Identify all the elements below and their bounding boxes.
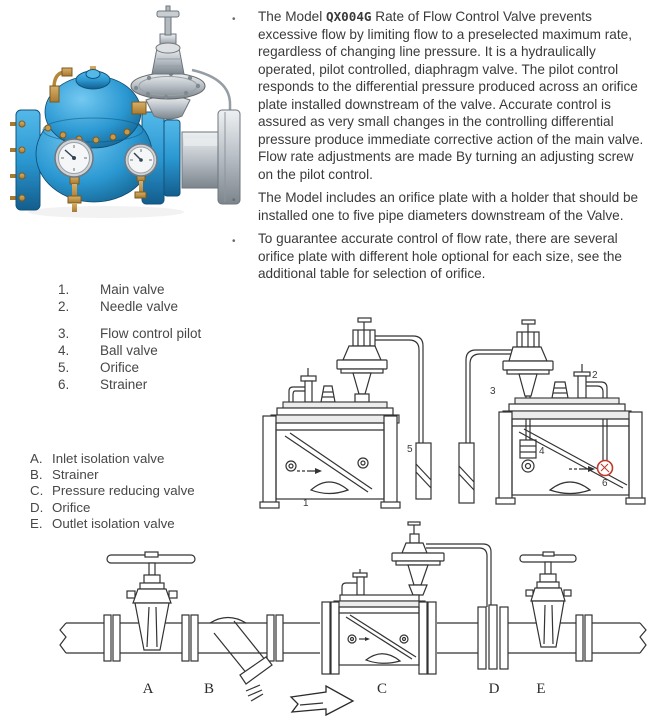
description-text (232, 8, 648, 289)
schematic-label-d: D (488, 681, 500, 697)
description-paragraph-1 (232, 8, 648, 183)
parts-list-item: 4. Ball valve (58, 343, 158, 358)
paragraph-text: To guarantee accurate control of flow rate, there are several orifice plate with different hole optional for each size, see the additional table for selection of orifice. (258, 231, 622, 281)
schematic-gate-valve-e (520, 552, 576, 647)
diagram-orifice-plate (407, 443, 431, 499)
schematic-orifice-plate-d (478, 605, 508, 669)
schematic-label-e: E (536, 681, 546, 697)
paragraph-text: The Model includes an orifice plate with a holder that should be installed one to five pipe diameters downstream of the Valve. (258, 190, 639, 223)
parts-list-item: 5. Orifice (58, 360, 140, 375)
installation-schematic (0, 515, 652, 724)
needle-valve-number-label: 2 (592, 370, 598, 381)
installation-list-item: B. Strainer (30, 467, 99, 483)
ball-valve-number-label: 4 (539, 446, 545, 457)
parts-list-item: 3. Flow control pilot (58, 326, 202, 341)
schematic-control-valve-c (322, 522, 491, 674)
description-paragraph-3 (232, 230, 648, 283)
diagram-pilot (337, 318, 387, 402)
schematic-label-b: B (203, 681, 215, 697)
diagram-sensing-tube (375, 336, 423, 443)
description-paragraph-2 (232, 189, 648, 224)
product-photo (6, 2, 250, 268)
main-valve-number-label: 1 (303, 498, 309, 509)
parts-list-item: 6. Strainer (58, 377, 148, 392)
installation-list-item: A. Inlet isolation valve (30, 451, 165, 466)
orifice-number-label: 5 (407, 444, 413, 455)
pilot-number-label: 3 (490, 386, 496, 397)
model-number: QX004G (326, 9, 372, 24)
photo-inlet-flange (10, 110, 40, 210)
parts-list (58, 281, 201, 393)
diagram-main-valve (260, 402, 400, 509)
diagram-cover-cone (321, 386, 335, 402)
schematic-label-a: A (142, 681, 154, 697)
diagram-strainer-highlight (598, 461, 613, 490)
flow-direction-arrow (291, 686, 353, 715)
installation-list-item: C. Pressure reducing valve (30, 483, 195, 499)
diagram-cover-cone (552, 382, 568, 398)
schematic-label-c: C (376, 681, 388, 697)
parts-list-item: 1. Main valve (58, 282, 165, 297)
paragraph-text: The Model QX004G Rate of Flow Control Valve prevents excessive flow by limiting flow to a preselected maximum rate, regardless of changing line pressure. It is a hydraulically operated, pilot controlled, diaphragm valve. The pilot control responds to the differential pressure produced across an orifice plate installed downstream of the valve. Accurate control is assured as very small changes in the controlling differential pressure produce immediate corrective action of the main valve. Flow rate adjustments are made By turning an adjusting screw on the pilot control. (258, 9, 644, 182)
diagram-needle-valve (289, 368, 316, 402)
bullet-marker: • (232, 195, 236, 206)
bullet-marker: • (232, 14, 236, 25)
strainer-drain-scribble (246, 685, 263, 701)
photo-shadow (28, 206, 184, 218)
photo-pilot-valve (131, 6, 205, 119)
diagram-orifice-plate (459, 443, 474, 503)
diagram-main-valve (496, 398, 645, 504)
diagram-pilot (490, 320, 553, 397)
strainer-number-label: 6 (602, 478, 608, 489)
parts-list-item: 2. Needle valve (58, 299, 179, 314)
installation-list-item: E. Outlet isolation valve (30, 515, 175, 531)
flow-direction-mark (297, 468, 322, 474)
installation-list-item: D. Orifice (30, 499, 91, 515)
schematic-y-strainer-b (210, 618, 272, 702)
bullet-marker: • (232, 236, 236, 247)
